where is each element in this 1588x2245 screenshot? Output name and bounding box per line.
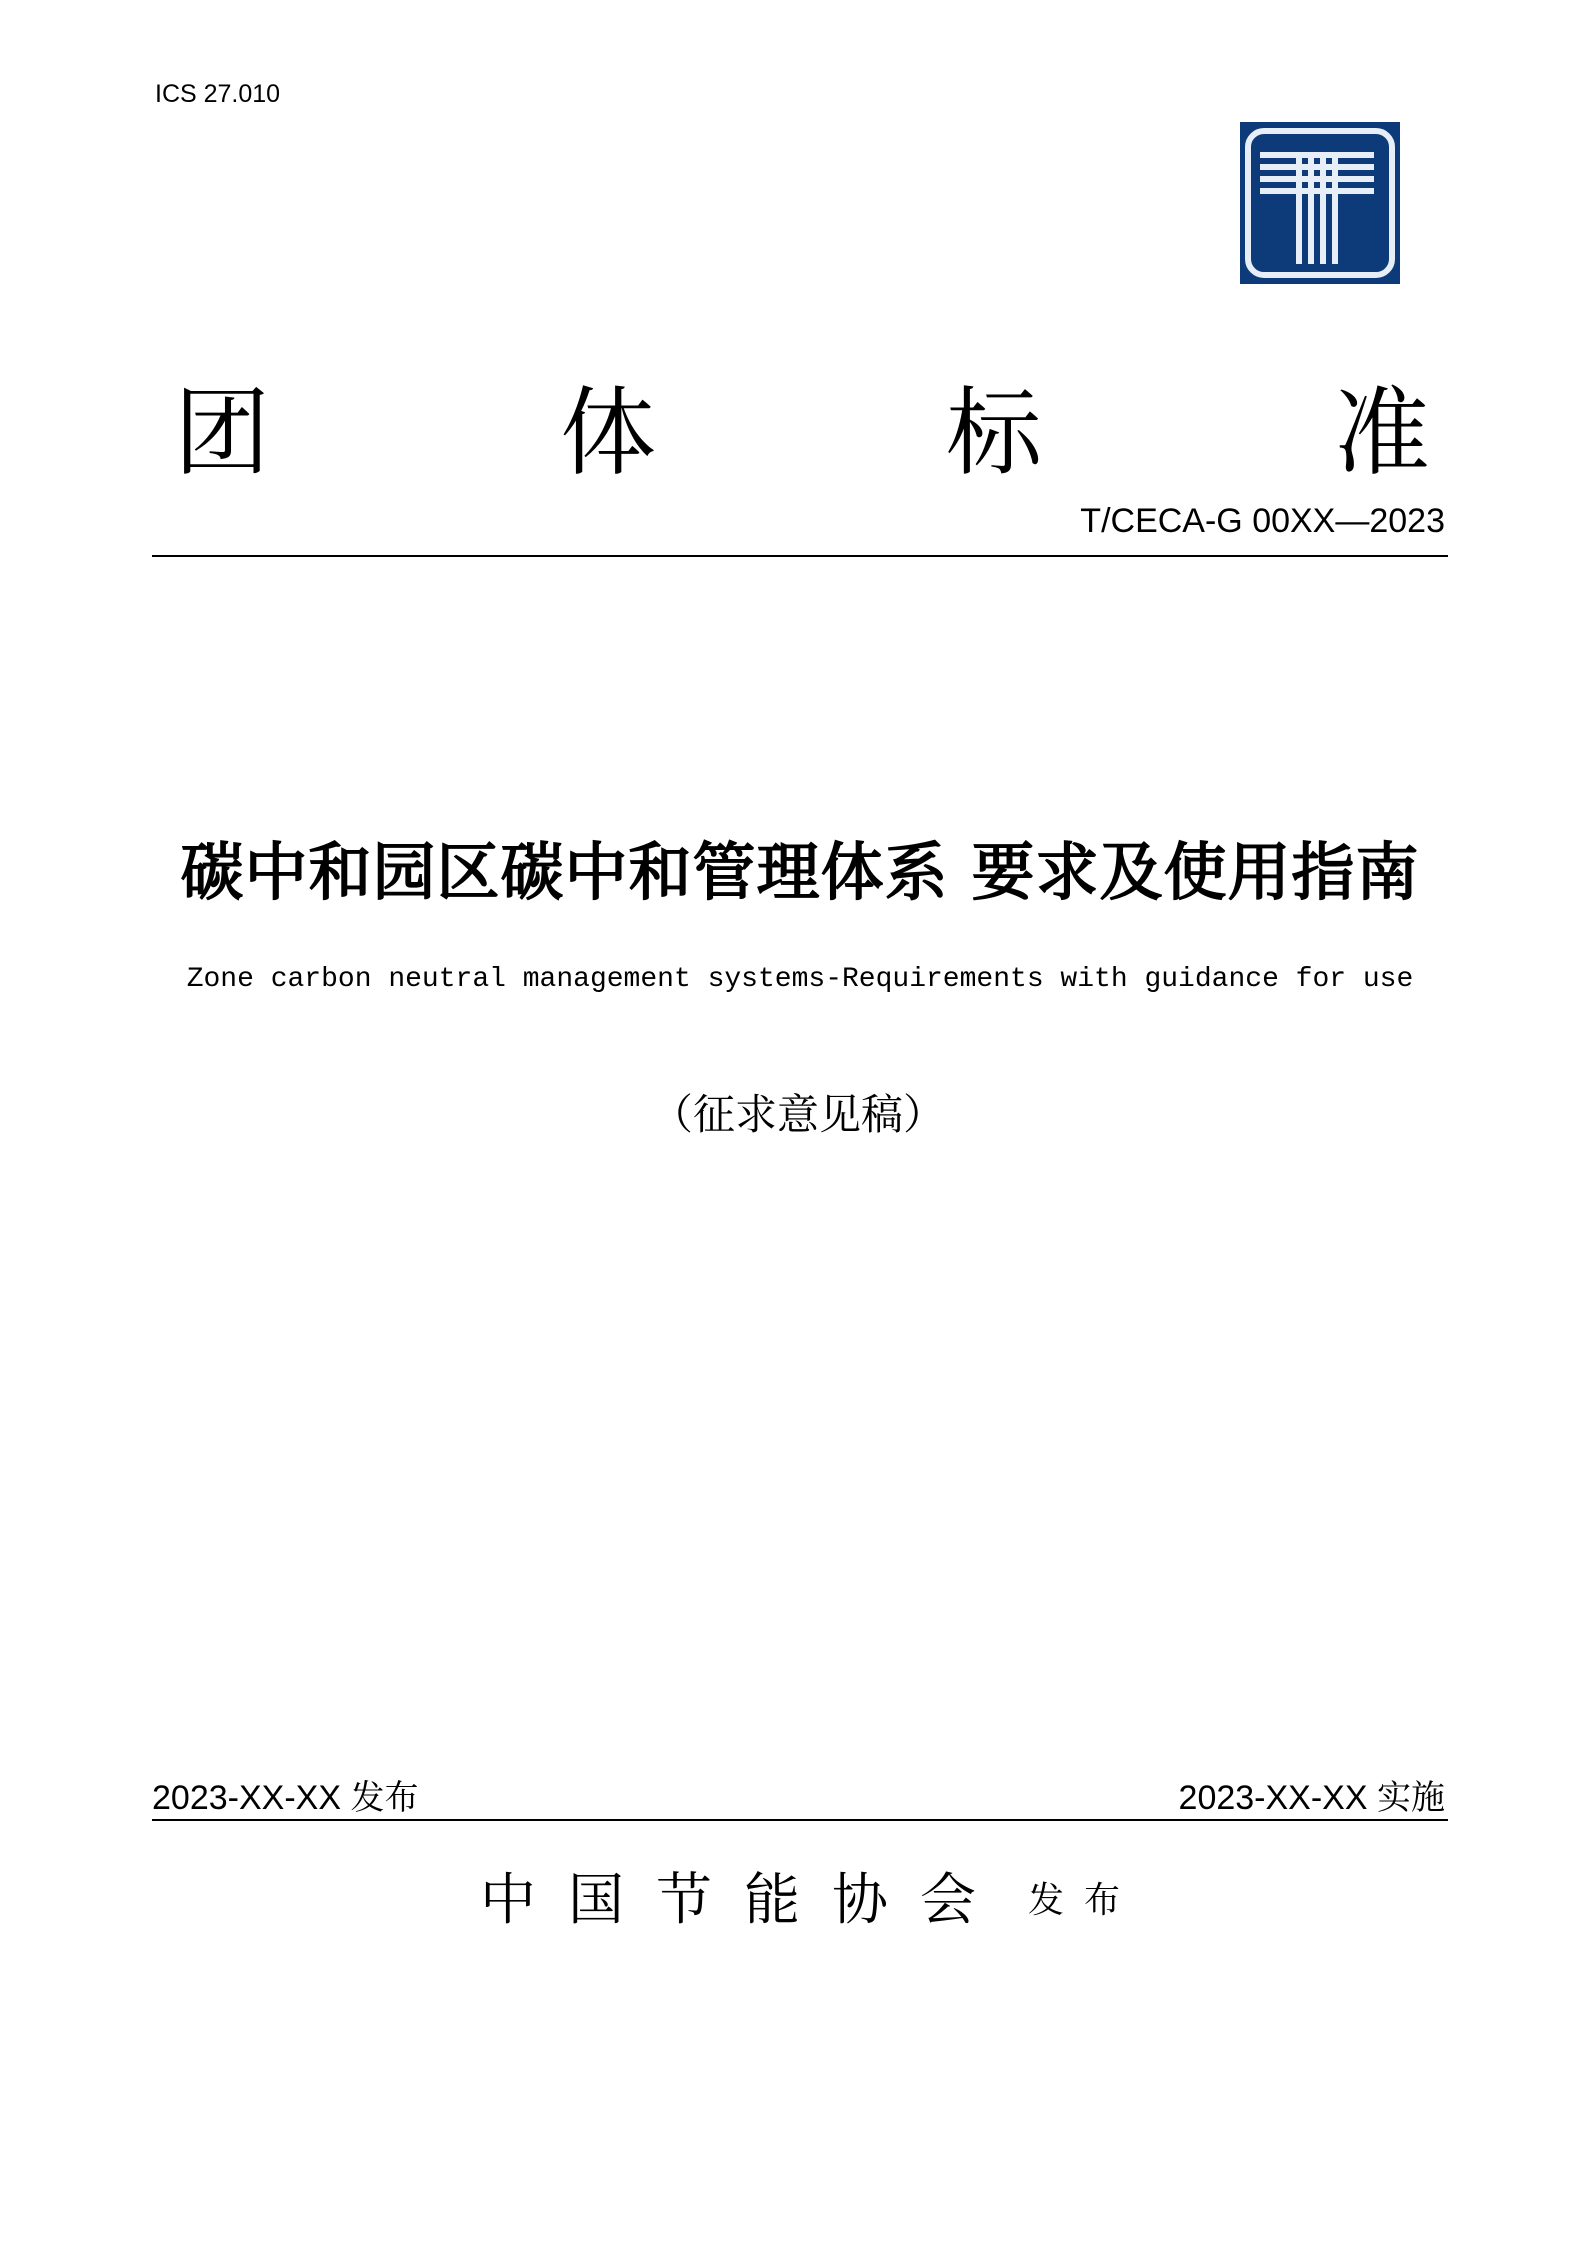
publish-date: 2023-XX-XX 发布 [152,1779,419,1817]
ics-code: ICS 27.010 [155,80,281,108]
header-char-1: 团 [174,377,270,489]
header-char-2: 体 [560,377,656,489]
publisher-name: 中国节能协会 [480,1868,1008,1933]
header-divider [152,555,1448,557]
publisher-suffix: 发布 [1028,1880,1141,1921]
header-char-3: 标 [946,377,1042,489]
implement-date: 2023-XX-XX 实施 [1178,1779,1445,1817]
draft-label: （征求意见稿） [650,1090,945,1139]
title-en: Zone carbon neutral management systems-Requirements with guidance for use [186,964,1414,995]
standard-logo-icon [1240,122,1400,284]
title-cn: 碳中和园区碳中和管理体系 要求及使用指南 [180,836,1420,909]
standard-code: T/CECA-G 00XX—2023 [1080,502,1445,540]
footer-divider [152,1819,1448,1821]
header-char-4: 准 [1334,377,1430,489]
